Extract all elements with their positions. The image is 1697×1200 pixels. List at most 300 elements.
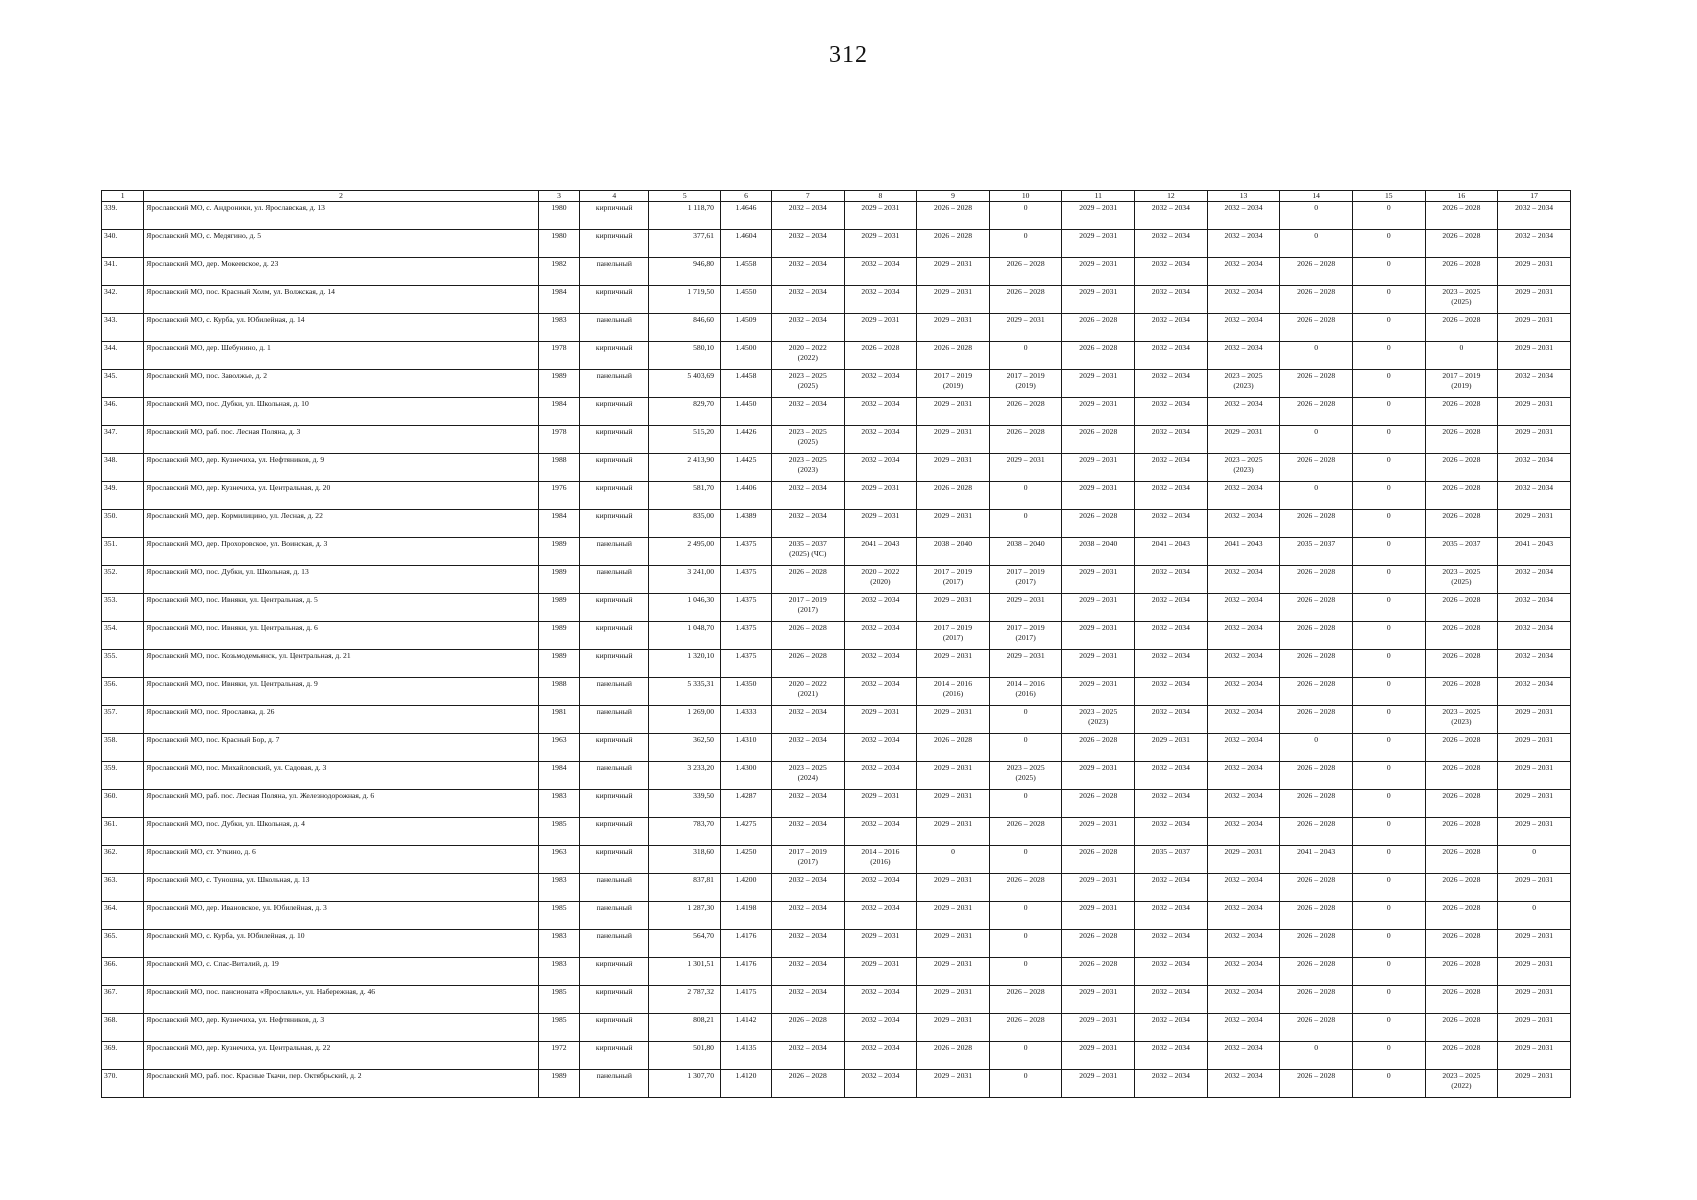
table-cell: 2026 – 2028 [1280, 594, 1353, 622]
table-cell: 0 [989, 930, 1062, 958]
table-cell: 837,81 [649, 874, 721, 902]
table-cell: 2032 – 2034 [771, 482, 844, 510]
column-number-cell: 4 [580, 191, 649, 202]
table-cell: кирпичный [580, 286, 649, 314]
table-cell: 2023 – 2025 (2025) [771, 370, 844, 398]
table-cell: 1976 [538, 482, 579, 510]
table-cell: панельный [580, 566, 649, 594]
table-cell: 2026 – 2028 [1280, 958, 1353, 986]
table-cell: 2029 – 2031 [989, 650, 1062, 678]
table-cell: 2026 – 2028 [1280, 930, 1353, 958]
table-cell: 0 [989, 342, 1062, 370]
table-cell: 2026 – 2028 [1280, 454, 1353, 482]
table-cell: 1985 [538, 818, 579, 846]
table-cell: 2026 – 2028 [1062, 734, 1135, 762]
table-cell: 377,61 [649, 230, 721, 258]
table-cell: 2029 – 2031 [844, 202, 917, 230]
table-cell: 2029 – 2031 [1498, 818, 1571, 846]
table-cell: 1.4198 [720, 902, 771, 930]
table-cell: 0 [1352, 930, 1425, 958]
table-cell: 2032 – 2034 [1207, 342, 1280, 370]
table-cell: 2032 – 2034 [771, 314, 844, 342]
table-cell: 2026 – 2028 [1425, 510, 1498, 538]
table-cell: 2026 – 2028 [917, 734, 990, 762]
table-cell: Ярославский МО, пос. Заволжье, д. 2 [144, 370, 539, 398]
table-cell: 2032 – 2034 [1498, 622, 1571, 650]
table-row [102, 1070, 1571, 1098]
table-cell: 2017 – 2019 (2017) [989, 622, 1062, 650]
table-cell: 0 [1352, 902, 1425, 930]
table-cell: 363. [102, 874, 144, 902]
table-cell: панельный [580, 1070, 649, 1098]
table-cell: 350. [102, 510, 144, 538]
column-number-cell: 14 [1280, 191, 1353, 202]
table-cell: 2032 – 2034 [1498, 230, 1571, 258]
table-cell: 1983 [538, 930, 579, 958]
table-cell: 2029 – 2031 [1498, 986, 1571, 1014]
table-cell: Ярославский МО, дер. Кузнечиха, ул. Нефтяников, д. 9 [144, 454, 539, 482]
table-cell: Ярославский МО, пос. пансионата «Ярославль», ул. Набережная, д. 46 [144, 986, 539, 1014]
table-cell: 2026 – 2028 [771, 566, 844, 594]
table-cell: 2029 – 2031 [917, 454, 990, 482]
table-row [102, 314, 1571, 342]
table-cell: 2029 – 2031 [1062, 482, 1135, 510]
table-cell: 1.4200 [720, 874, 771, 902]
table-cell: 2032 – 2034 [844, 370, 917, 398]
table-cell: 2032 – 2034 [1207, 1014, 1280, 1042]
table-cell: 2026 – 2028 [1425, 622, 1498, 650]
table-cell: 2029 – 2031 [844, 482, 917, 510]
table-cell: 2026 – 2028 [1280, 902, 1353, 930]
table-cell: 1.4120 [720, 1070, 771, 1098]
table-cell: 2032 – 2034 [1207, 734, 1280, 762]
table-cell: 1 719,50 [649, 286, 721, 314]
table-cell: 2026 – 2028 [989, 986, 1062, 1014]
table-cell: 2032 – 2034 [1135, 958, 1208, 986]
table-cell: 1980 [538, 230, 579, 258]
table-cell: 2029 – 2031 [1498, 342, 1571, 370]
table-cell: панельный [580, 930, 649, 958]
table-cell: 2038 – 2040 [989, 538, 1062, 566]
table-cell: 2017 – 2019 (2019) [989, 370, 1062, 398]
table-cell: 1983 [538, 790, 579, 818]
table-cell: 1.4375 [720, 594, 771, 622]
table-cell: 2023 – 2025 (2023) [1207, 454, 1280, 482]
table-cell: 2023 – 2025 (2025) [1425, 566, 1498, 594]
table-cell: 0 [1352, 398, 1425, 426]
table-cell: 355. [102, 650, 144, 678]
table-cell: 2032 – 2034 [844, 902, 917, 930]
table-cell: 2023 – 2025 (2023) [1207, 370, 1280, 398]
table-cell: 2032 – 2034 [771, 958, 844, 986]
table-cell: Ярославский МО, дер. Ивановское, ул. Юбилейная, д. 3 [144, 902, 539, 930]
table-cell: 2029 – 2031 [1062, 202, 1135, 230]
table-cell: 2017 – 2019 (2019) [917, 370, 990, 398]
table-cell: 2029 – 2031 [989, 454, 1062, 482]
table-cell: 1 307,70 [649, 1070, 721, 1098]
table-row [102, 426, 1571, 454]
table-cell: 0 [1280, 230, 1353, 258]
table-cell: 1.4646 [720, 202, 771, 230]
table-row [102, 454, 1571, 482]
table-cell: кирпичный [580, 398, 649, 426]
table-row [102, 230, 1571, 258]
table-cell: 2026 – 2028 [917, 202, 990, 230]
table-cell: 2032 – 2034 [1135, 1042, 1208, 1070]
table-cell: 2032 – 2034 [844, 622, 917, 650]
table-cell: 2029 – 2031 [1062, 818, 1135, 846]
table-cell: 2032 – 2034 [771, 734, 844, 762]
table-cell: 2017 – 2019 (2019) [1425, 370, 1498, 398]
table-cell: 2032 – 2034 [771, 790, 844, 818]
table-cell: 1.4558 [720, 258, 771, 286]
table-cell: 2026 – 2028 [1062, 930, 1135, 958]
table-cell: 2026 – 2028 [1425, 1042, 1498, 1070]
table-cell: 1985 [538, 1014, 579, 1042]
table-cell: 1984 [538, 398, 579, 426]
table-row [102, 958, 1571, 986]
table-cell: 2032 – 2034 [1207, 314, 1280, 342]
table-cell: 946,80 [649, 258, 721, 286]
column-number-cell: 10 [989, 191, 1062, 202]
table-cell: 352. [102, 566, 144, 594]
table-cell: 360. [102, 790, 144, 818]
table-cell: 2029 – 2031 [1062, 1070, 1135, 1098]
table-cell: 356. [102, 678, 144, 706]
table-cell: кирпичный [580, 986, 649, 1014]
table-cell: 2032 – 2034 [771, 230, 844, 258]
table-cell: 2026 – 2028 [1062, 510, 1135, 538]
table-cell: 0 [1352, 706, 1425, 734]
table-cell: 367. [102, 986, 144, 1014]
table-cell: 0 [1352, 1014, 1425, 1042]
table-cell: 2026 – 2028 [1280, 510, 1353, 538]
table-cell: 1.4425 [720, 454, 771, 482]
table-cell: 2032 – 2034 [1135, 762, 1208, 790]
table-cell: 2029 – 2031 [1062, 286, 1135, 314]
table-row [102, 762, 1571, 790]
table-cell: 2026 – 2028 [1425, 594, 1498, 622]
table-cell: 2032 – 2034 [771, 258, 844, 286]
table-cell: 2026 – 2028 [1425, 454, 1498, 482]
table-cell: 0 [1352, 958, 1425, 986]
table-cell: 2032 – 2034 [844, 258, 917, 286]
table-cell: 2029 – 2031 [1062, 454, 1135, 482]
table-cell: 2023 – 2025 (2023) [771, 454, 844, 482]
table-cell: 0 [989, 902, 1062, 930]
table-cell: 2026 – 2028 [989, 286, 1062, 314]
column-number-cell: 1 [102, 191, 144, 202]
table-cell: 2026 – 2028 [989, 398, 1062, 426]
table-cell: 2032 – 2034 [1207, 398, 1280, 426]
table-row [102, 790, 1571, 818]
table-cell: 1989 [538, 650, 579, 678]
table-cell: 2014 – 2016 (2016) [917, 678, 990, 706]
table-cell: 2041 – 2043 [1498, 538, 1571, 566]
table-cell: 1.4550 [720, 286, 771, 314]
table-cell: 2026 – 2028 [1425, 762, 1498, 790]
table-cell: 358. [102, 734, 144, 762]
table-row [102, 1042, 1571, 1070]
table-cell: 1.4142 [720, 1014, 771, 1042]
table-cell: 2032 – 2034 [1498, 650, 1571, 678]
table-cell: 2026 – 2028 [1425, 1014, 1498, 1042]
table-cell: 2026 – 2028 [1280, 818, 1353, 846]
table-cell: кирпичный [580, 202, 649, 230]
table-cell: 1.4300 [720, 762, 771, 790]
table-cell: 1989 [538, 370, 579, 398]
table-cell: 0 [917, 846, 990, 874]
table-cell: 580,10 [649, 342, 721, 370]
table-cell: 0 [989, 706, 1062, 734]
table-cell: 2029 – 2031 [1135, 734, 1208, 762]
table-cell: 2032 – 2034 [1135, 566, 1208, 594]
table-cell: 829,70 [649, 398, 721, 426]
table-cell: 2029 – 2031 [917, 1014, 990, 1042]
table-cell: 1983 [538, 314, 579, 342]
table-cell: 1.4375 [720, 538, 771, 566]
table-cell: 2041 – 2043 [1280, 846, 1353, 874]
table-cell: 2026 – 2028 [844, 342, 917, 370]
table-cell: 2026 – 2028 [989, 258, 1062, 286]
table-cell: 2032 – 2034 [1135, 1014, 1208, 1042]
table-cell: 2032 – 2034 [844, 1070, 917, 1098]
table-cell: 2041 – 2043 [1135, 538, 1208, 566]
table-cell: 340. [102, 230, 144, 258]
table-cell: 2029 – 2031 [989, 594, 1062, 622]
table-cell: 2026 – 2028 [771, 622, 844, 650]
table-cell: 0 [989, 734, 1062, 762]
table-cell: панельный [580, 762, 649, 790]
table-cell: 2032 – 2034 [1207, 1070, 1280, 1098]
table-cell: 368. [102, 1014, 144, 1042]
table-cell: кирпичный [580, 958, 649, 986]
table-cell: 2032 – 2034 [771, 818, 844, 846]
table-cell: 2026 – 2028 [1425, 258, 1498, 286]
table-cell: 1 118,70 [649, 202, 721, 230]
table-cell: 2032 – 2034 [844, 426, 917, 454]
table-cell: 347. [102, 426, 144, 454]
table-cell: 2032 – 2034 [844, 874, 917, 902]
table-cell: 1983 [538, 874, 579, 902]
table-cell: 0 [989, 846, 1062, 874]
table-cell: кирпичный [580, 734, 649, 762]
column-number-row [102, 191, 1571, 202]
table-cell: 2032 – 2034 [844, 734, 917, 762]
table-cell: 2029 – 2031 [917, 762, 990, 790]
table-cell: 2032 – 2034 [1135, 202, 1208, 230]
table-cell: 2026 – 2028 [771, 650, 844, 678]
table-cell: 2026 – 2028 [1425, 482, 1498, 510]
table-cell: 0 [1352, 874, 1425, 902]
table-cell: 2032 – 2034 [1207, 790, 1280, 818]
table-cell: 2032 – 2034 [1135, 902, 1208, 930]
table-cell: 2032 – 2034 [1207, 706, 1280, 734]
table-row [102, 398, 1571, 426]
table-cell: 2026 – 2028 [1425, 650, 1498, 678]
column-number-cell: 16 [1425, 191, 1498, 202]
table-row [102, 874, 1571, 902]
table-cell: 2026 – 2028 [1280, 790, 1353, 818]
table-cell: 1.4175 [720, 986, 771, 1014]
table-cell: 2029 – 2031 [1498, 1070, 1571, 1098]
table-cell: 2041 – 2043 [1207, 538, 1280, 566]
table-cell: 2032 – 2034 [844, 1042, 917, 1070]
table-cell: Ярославский МО, пос. Ивняки, ул. Центральная, д. 6 [144, 622, 539, 650]
table-cell: Ярославский МО, пос. Ярославка, д. 26 [144, 706, 539, 734]
table-cell: Ярославский МО, с. Курба, ул. Юбилейная, д. 14 [144, 314, 539, 342]
table-row [102, 594, 1571, 622]
table-cell: кирпичный [580, 846, 649, 874]
table-cell: 1.4389 [720, 510, 771, 538]
table-row [102, 678, 1571, 706]
table-cell: панельный [580, 874, 649, 902]
table-cell: 2032 – 2034 [771, 874, 844, 902]
table-cell: 2032 – 2034 [1207, 930, 1280, 958]
table-cell: 0 [1352, 678, 1425, 706]
table-cell: Ярославский МО, с. Спас-Виталий, д. 19 [144, 958, 539, 986]
table-cell: 2026 – 2028 [1425, 958, 1498, 986]
table-cell: 2032 – 2034 [1135, 342, 1208, 370]
table-cell: 2017 – 2019 (2017) [917, 622, 990, 650]
table-cell: 2020 – 2022 (2021) [771, 678, 844, 706]
table-cell: 0 [1352, 1070, 1425, 1098]
table-cell: Ярославский МО, с. Андроники, ул. Ярославская, д. 13 [144, 202, 539, 230]
table-cell: 1981 [538, 706, 579, 734]
table-cell: 344. [102, 342, 144, 370]
table-cell: 2026 – 2028 [1425, 426, 1498, 454]
table-cell: 0 [1352, 454, 1425, 482]
table-cell: 0 [1280, 202, 1353, 230]
document-table-container [101, 190, 1571, 1098]
table-cell: 0 [989, 790, 1062, 818]
table-cell: 2017 – 2019 (2017) [771, 594, 844, 622]
table-cell: 2032 – 2034 [1207, 1042, 1280, 1070]
table-cell: 2032 – 2034 [844, 650, 917, 678]
table-cell: 2029 – 2031 [917, 902, 990, 930]
table-cell: 1 287,30 [649, 902, 721, 930]
table-cell: 2029 – 2031 [1498, 958, 1571, 986]
table-cell: 1.4350 [720, 678, 771, 706]
table-cell: 2026 – 2028 [1425, 398, 1498, 426]
table-cell: 2026 – 2028 [1280, 622, 1353, 650]
table-cell: 2026 – 2028 [1425, 314, 1498, 342]
table-cell: 1984 [538, 510, 579, 538]
table-cell: 2 413,90 [649, 454, 721, 482]
table-cell: 2029 – 2031 [1062, 566, 1135, 594]
table-cell: 1978 [538, 342, 579, 370]
table-cell: 2023 – 2025 (2023) [1062, 706, 1135, 734]
table-cell: 2032 – 2034 [1135, 790, 1208, 818]
table-cell: 2029 – 2031 [844, 930, 917, 958]
table-cell: 0 [1352, 566, 1425, 594]
table-cell: 2029 – 2031 [917, 258, 990, 286]
table-cell: 2032 – 2034 [1498, 454, 1571, 482]
table-cell: 1972 [538, 1042, 579, 1070]
table-cell: 2035 – 2037 (2025) (ЧС) [771, 538, 844, 566]
table-cell: Ярославский МО, пос. Ивняки, ул. Центральная, д. 5 [144, 594, 539, 622]
table-cell: Ярославский МО, с. Медягино, д. 5 [144, 230, 539, 258]
table-cell: кирпичный [580, 1014, 649, 1042]
table-cell: 0 [1280, 1042, 1353, 1070]
column-number-cell: 17 [1498, 191, 1571, 202]
table-row [102, 622, 1571, 650]
column-number-cell: 6 [720, 191, 771, 202]
table-cell: 1 048,70 [649, 622, 721, 650]
table-cell: 2 495,00 [649, 538, 721, 566]
table-cell: 2026 – 2028 [1425, 846, 1498, 874]
table-cell: 342. [102, 286, 144, 314]
table-cell: 2035 – 2037 [1425, 538, 1498, 566]
table-cell: 0 [1352, 510, 1425, 538]
table-row [102, 818, 1571, 846]
table-cell: 2026 – 2028 [1425, 902, 1498, 930]
table-cell: панельный [580, 706, 649, 734]
table-cell: 2032 – 2034 [1135, 286, 1208, 314]
table-cell: 2026 – 2028 [917, 230, 990, 258]
table-cell: 351. [102, 538, 144, 566]
table-cell: 2032 – 2034 [1135, 370, 1208, 398]
table-cell: 2029 – 2031 [1062, 370, 1135, 398]
table-cell: 0 [1280, 482, 1353, 510]
table-cell: 2026 – 2028 [1425, 930, 1498, 958]
table-cell: 1.4458 [720, 370, 771, 398]
table-row [102, 482, 1571, 510]
table-cell: 515,20 [649, 426, 721, 454]
page-number: 312 [829, 42, 868, 68]
table-cell: 0 [1352, 846, 1425, 874]
column-number-cell: 3 [538, 191, 579, 202]
table-cell: 2032 – 2034 [1135, 818, 1208, 846]
table-cell: 2 787,32 [649, 986, 721, 1014]
table-cell: 2035 – 2037 [1135, 846, 1208, 874]
table-cell: 2026 – 2028 [1425, 986, 1498, 1014]
table-cell: Ярославский МО, пос. Дубки, ул. Школьная, д. 4 [144, 818, 539, 846]
table-cell: 2041 – 2043 [844, 538, 917, 566]
table-cell: 2026 – 2028 [1062, 846, 1135, 874]
table-cell: 0 [1352, 202, 1425, 230]
table-cell: 2029 – 2031 [1498, 286, 1571, 314]
table-cell: 348. [102, 454, 144, 482]
table-cell: 2032 – 2034 [1207, 762, 1280, 790]
table-cell: 2026 – 2028 [1280, 706, 1353, 734]
table-cell: 1980 [538, 202, 579, 230]
table-cell: 783,70 [649, 818, 721, 846]
table-cell: 2029 – 2031 [1062, 258, 1135, 286]
table-cell: Ярославский МО, пос. Ивняки, ул. Центральная, д. 9 [144, 678, 539, 706]
table-cell: 1.4333 [720, 706, 771, 734]
table-cell: 2032 – 2034 [1135, 398, 1208, 426]
table-cell: 1.4406 [720, 482, 771, 510]
table-cell: 2029 – 2031 [1062, 678, 1135, 706]
table-row [102, 342, 1571, 370]
table-cell: 2029 – 2031 [917, 314, 990, 342]
table-cell: 2032 – 2034 [1135, 650, 1208, 678]
table-cell: 2029 – 2031 [1498, 510, 1571, 538]
column-number-cell: 9 [917, 191, 990, 202]
table-cell: 2026 – 2028 [1280, 1014, 1353, 1042]
table-cell: 2029 – 2031 [1498, 706, 1571, 734]
table-cell: 2026 – 2028 [1425, 202, 1498, 230]
table-cell: 0 [1352, 818, 1425, 846]
table-cell: 1.4375 [720, 650, 771, 678]
table-cell: 2023 – 2025 (2025) [771, 426, 844, 454]
table-cell: 0 [1425, 342, 1498, 370]
table-cell: кирпичный [580, 482, 649, 510]
column-number-cell: 8 [844, 191, 917, 202]
table-cell: 2029 – 2031 [917, 650, 990, 678]
table-cell: 2029 – 2031 [917, 426, 990, 454]
